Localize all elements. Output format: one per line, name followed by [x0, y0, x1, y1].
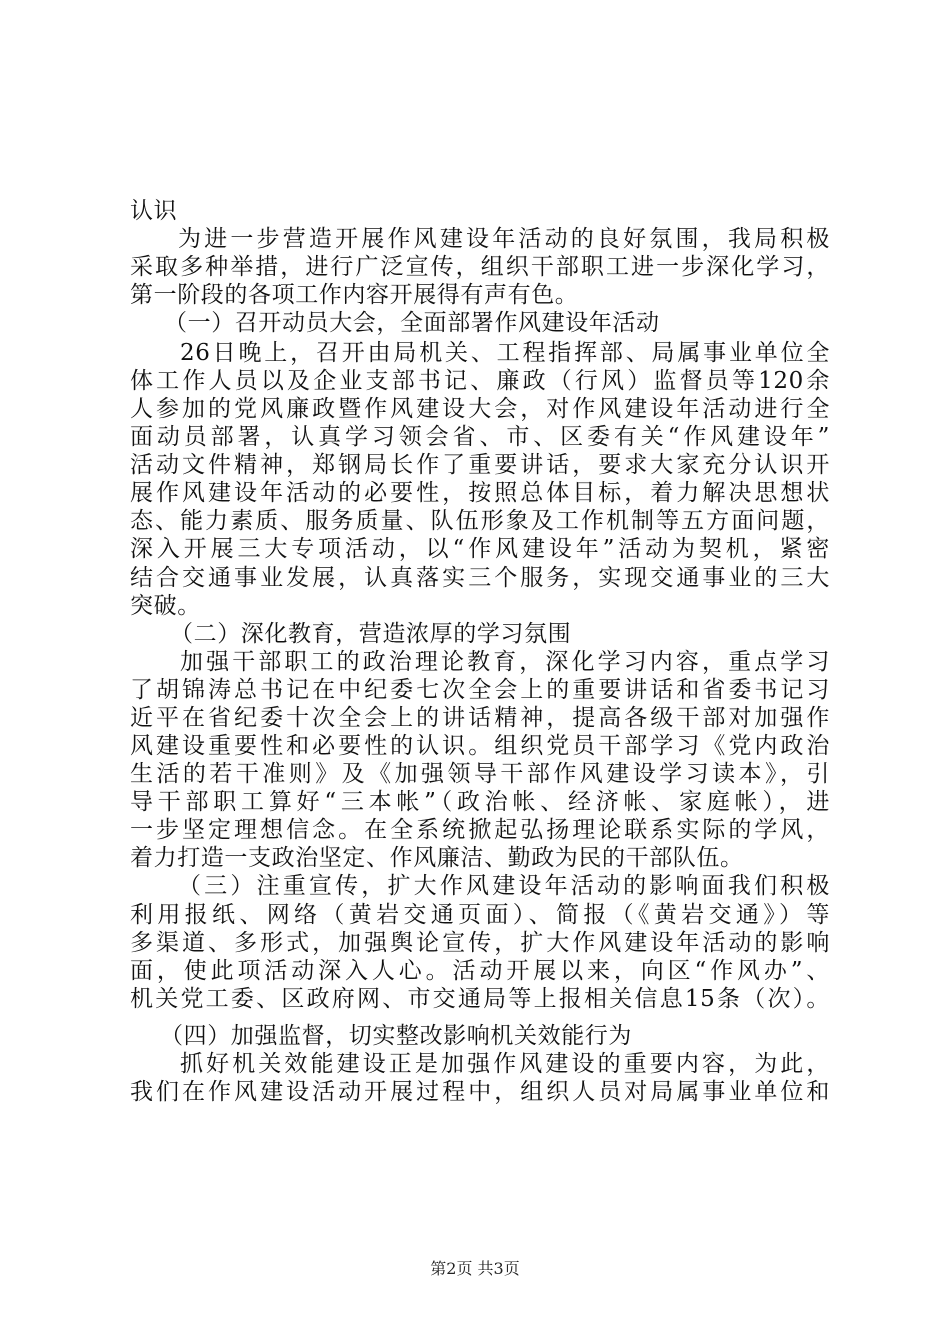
section-heading: （二）深化教育，营造浓厚的学习氛围 — [170, 621, 572, 647]
text-line: 态、能力素质、服务质量、队伍形象及工作机制等五方面问题， — [130, 508, 830, 534]
text-line: 利用报纸、网络（黄岩交通页面）、简报（《黄岩交通》）等 — [130, 902, 830, 928]
text-line: 突破。 — [130, 593, 201, 619]
text-line: 一步坚定理想信念。在全系统掀起弘扬理论联系实际的学风， — [130, 817, 830, 843]
page-footer: 第2页 共3页 — [430, 1259, 520, 1278]
text-line: 了胡锦涛总书记在中纪委七次全会上的重要讲话和省委书记习 — [130, 677, 830, 703]
text-line: 近平在省纪委十次全会上的讲话精神，提高各级干部对加强作 — [130, 705, 830, 731]
text-line: 第一阶段的各项工作内容开展得有声有色。 — [130, 282, 579, 308]
text-line: 人参加的党风廉政暨作风建设大会，对作风建设年活动进行全 — [130, 396, 830, 422]
text-line: 加强干部职工的政治理论教育，深化学习内容，重点学习 — [180, 649, 830, 675]
text-line: 风建设重要性和必要性的认识。组织党员干部学习《党内政治 — [130, 733, 830, 759]
text-line: 着力打造一支政治坚定、作风廉洁、勤政为民的干部队伍。 — [130, 845, 744, 871]
text-line: 体工作人员以及企业支部书记、廉政（行风）监督员等120余 — [130, 368, 830, 394]
text-line: 生活的若干准则》及《加强领导干部作风建设学习读本》，引 — [130, 761, 830, 787]
text-line: 为进一步营造开展作风建设年活动的良好氛围，我局积极 — [178, 226, 830, 252]
text-line: 面，使此项活动深入人心。活动开展以来，向区“作风办”、 — [130, 958, 830, 984]
text-line: 面动员部署，认真学习领会省、市、区委有关“作风建设年” — [130, 424, 830, 450]
text-line: 结合交通事业发展，认真落实三个服务，实现交通事业的三大 — [130, 565, 830, 591]
section-heading: （一）召开动员大会，全面部署作风建设年活动 — [164, 310, 660, 336]
section-heading: （四）加强监督，切实整改影响机关效能行为 — [160, 1023, 632, 1049]
text-line: 深入开展三大专项活动，以“作风建设年”活动为契机，紧密 — [130, 536, 830, 562]
text-line: 我们在作风建设活动开展过程中，组织人员对局属事业单位和 — [130, 1079, 830, 1105]
text-line: 认识 — [130, 198, 178, 224]
text-line: 抓好机关效能建设正是加强作风建设的重要内容，为此， — [180, 1051, 830, 1077]
section-heading: （三）注重宣传，扩大作风建设年活动的影响面我们积极 — [178, 873, 830, 899]
text-line: 26日晚上，召开由局机关、工程指挥部、局属事业单位全 — [180, 340, 830, 366]
text-line: 多渠道、多形式，加强舆论宣传，扩大作风建设年活动的影响 — [130, 930, 830, 956]
text-line: 机关党工委、区政府网、市交通局等上报相关信息15条（次）。 — [130, 986, 830, 1012]
text-line: 导干部职工算好“三本帐”（政治帐、经济帐、家庭帐），进 — [130, 789, 830, 815]
text-line: 展作风建设年活动的必要性，按照总体目标，着力解决思想状 — [130, 480, 830, 506]
text-line: 活动文件精神，郑钢局长作了重要讲话，要求大家充分认识开 — [130, 452, 830, 478]
text-line: 采取多种举措，进行广泛宣传，组织干部职工进一步深化学习， — [130, 254, 830, 280]
